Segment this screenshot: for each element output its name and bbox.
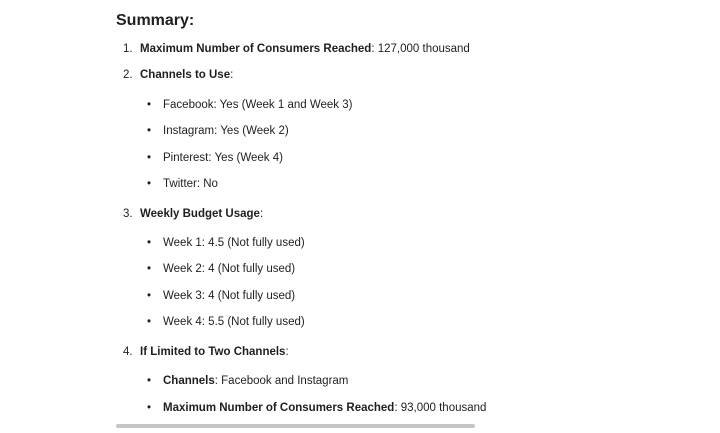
sub-item-text: Week 3: 4 (Not fully used) [163,290,296,302]
bullet: • [147,316,152,328]
bullet: • [147,237,152,249]
sub-item-text: Week 4: 5.5 (Not fully used) [163,316,305,328]
sub-item [116,235,596,251]
sub-item [116,261,596,277]
sub-item-text: Facebook: Yes (Week 1 and Week 3) [163,99,353,111]
bullet: • [147,263,152,275]
sub-item [116,314,596,330]
item-key: If Limited to Two Channels [140,346,286,358]
sub-item [116,400,596,416]
item-text: : [230,69,234,81]
item-number: 3. [123,208,133,220]
bullet: • [147,290,152,302]
summary-item-max-consumers [116,41,596,57]
sub-item-text: Instagram: Yes (Week 2) [163,125,289,137]
sub-item-text: : Facebook and Instagram [214,375,349,387]
budget-sublist [116,235,596,330]
item-number: 4. [123,346,133,358]
item-number: 2. [123,69,133,81]
item-text: : [285,346,289,358]
summary-heading: Summary: [116,12,195,29]
bullet: • [147,375,152,387]
bullet: • [147,152,152,164]
item-text: : [259,208,264,220]
summary-content [116,10,596,416]
sub-item-key: Channels [163,375,215,387]
sub-item [116,176,596,192]
sub-item [116,150,596,166]
sub-item [116,373,596,389]
two-channels-sublist [116,373,596,416]
sub-item-text: Twitter: No [163,178,218,190]
sub-item [116,288,596,304]
bullet: • [147,125,152,137]
item-text: : 127,000 thousand [371,43,470,55]
summary-item-two-channels [116,344,596,360]
sub-item-text: : 93,000 thousand [394,402,487,414]
summary-item-channels [116,67,596,83]
sub-item [116,97,596,113]
sub-item [116,123,596,139]
item-key: Maximum Number of Consumers Reached [140,43,372,55]
sub-item-key: Maximum Number of Consumers Reached [163,402,395,414]
item-key: Weekly Budget Usage [140,208,260,220]
bullet: • [147,402,152,414]
summary-item-budget [116,206,596,222]
sub-item-text: Week 1: 4.5 (Not fully used) [163,237,305,249]
sub-item-text: Pinterest: Yes (Week 4) [163,152,283,164]
bullet: • [147,178,152,190]
horizontal-scrollbar[interactable] [116,424,475,428]
channels-sublist [116,97,596,192]
item-key: Channels to Use [140,69,231,81]
summary-list [116,41,596,416]
sub-item-text: Week 2: 4 (Not fully used) [163,263,296,275]
item-number: 1. [123,43,133,55]
bullet: • [147,99,152,111]
